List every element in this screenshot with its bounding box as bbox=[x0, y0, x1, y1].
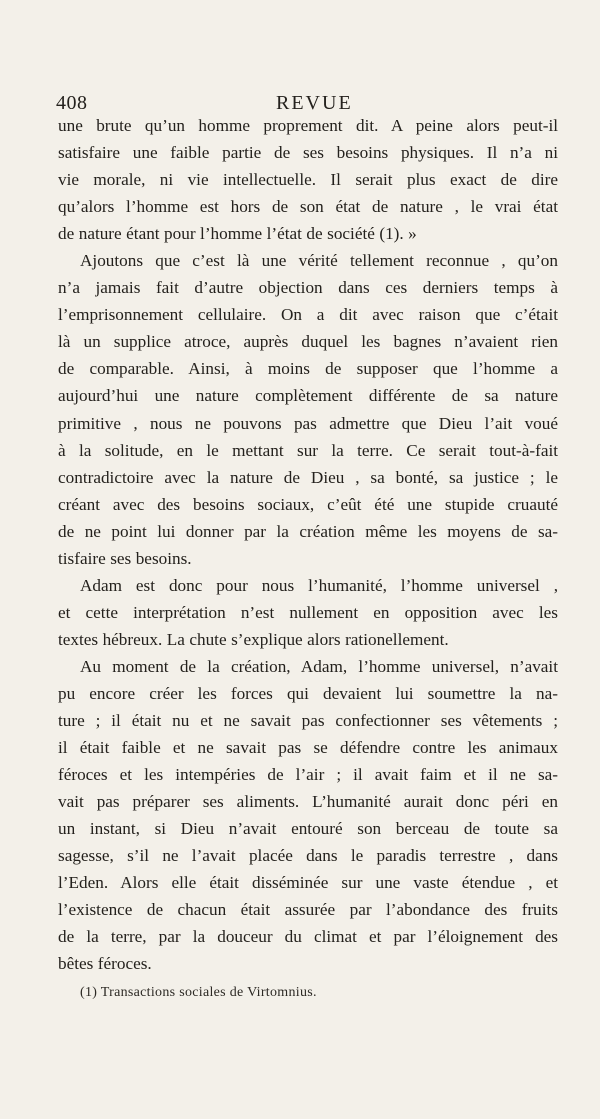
paragraph-2 bbox=[58, 247, 558, 572]
text-line: de comparable. Ainsi, à moins de supposer que l’homme a bbox=[58, 359, 558, 379]
text-line: ture ; il était nu et ne savait pas confectionner ses vêtements ; bbox=[58, 711, 558, 731]
text-line: à la solitude, en le mettant sur la terre. Ce serait tout-à-fait bbox=[58, 440, 558, 460]
text-line: il était faible et ne savait pas se défendre contre les animaux bbox=[58, 738, 558, 758]
text-line: tisfaire ses besoins. bbox=[58, 548, 192, 568]
text-line: de nature étant pour l’homme l’état de société (1). » bbox=[58, 224, 417, 244]
text-line: vie morale, ni vie intellectuelle. Il serait plus exact de dire bbox=[58, 170, 558, 190]
text-line: l’existence de chacun était assurée par l’abondance des fruits bbox=[58, 900, 558, 920]
text-line: féroces et les intempéries de l’air ; il avait faim et il ne sa- bbox=[58, 765, 558, 785]
text-line: une brute qu’un homme proprement dit. A peine alors peut-il bbox=[58, 116, 558, 135]
paragraph-4 bbox=[58, 653, 558, 978]
text-line: pu encore créer les forces qui devaient lui soumettre la na- bbox=[58, 683, 558, 703]
text-line: contradictoire avec la nature de Dieu , sa bonté, sa justice ; le bbox=[58, 467, 558, 487]
text-line: bêtes féroces. bbox=[58, 954, 152, 974]
text-line: l’emprisonnement cellulaire. On a dit avec raison que c’était bbox=[58, 305, 558, 325]
text-line: qu’alors l’homme est hors de son état de nature , le vrai état bbox=[58, 197, 558, 217]
paragraph-1 bbox=[58, 112, 558, 247]
footnote: (1) Transactions sociales de Virtomnius. bbox=[80, 985, 317, 1000]
running-head: REVUE bbox=[276, 92, 353, 114]
text-line: textes hébreux. La chute s’explique alors rationellement. bbox=[58, 629, 449, 649]
text-line: vait pas préparer ses aliments. L’humanité aurait donc péri en bbox=[58, 792, 558, 812]
text-line: de ne point lui donner par la création même les moyens de sa- bbox=[58, 521, 558, 541]
text-line: l’Eden. Alors elle était disséminée sur une vaste étendue , et bbox=[58, 873, 558, 893]
text-line: créant avec des besoins sociaux, c’eût été une stupide cruauté bbox=[58, 494, 558, 514]
text-line: Au moment de la création, Adam, l’homme universel, n’avait bbox=[80, 656, 558, 676]
text-line: un instant, si Dieu n’avait entouré son berceau de toute sa bbox=[58, 819, 558, 839]
text-line: Adam est donc pour nous l’humanité, l’homme universel , bbox=[80, 575, 558, 595]
body-text bbox=[58, 112, 558, 978]
page-number: 408 bbox=[56, 92, 88, 114]
text-line: primitive , nous ne pouvons pas admettre que Dieu l’ait voué bbox=[58, 413, 558, 433]
text-line: et cette interprétation n’est nullement en opposition avec les bbox=[58, 602, 558, 622]
paragraph-3 bbox=[58, 572, 558, 653]
text-line: sagesse, s’il ne l’avait placée dans le paradis terrestre , dans bbox=[58, 846, 558, 866]
text-line: là un supplice atroce, auprès duquel les bagnes n’avaient rien bbox=[58, 332, 558, 352]
text-line: n’a jamais fait d’autre objection dans ces derniers temps à bbox=[58, 278, 558, 298]
text-line: satisfaire une faible partie de ses besoins physiques. Il n’a ni bbox=[58, 143, 558, 163]
text-line: aujourd’hui une nature complètement différente de sa nature bbox=[58, 386, 558, 406]
text-line: de la terre, par la douceur du climat et par l’éloignement des bbox=[58, 927, 558, 947]
text-line: Ajoutons que c’est là une vérité tellement reconnue , qu’on bbox=[80, 251, 558, 271]
